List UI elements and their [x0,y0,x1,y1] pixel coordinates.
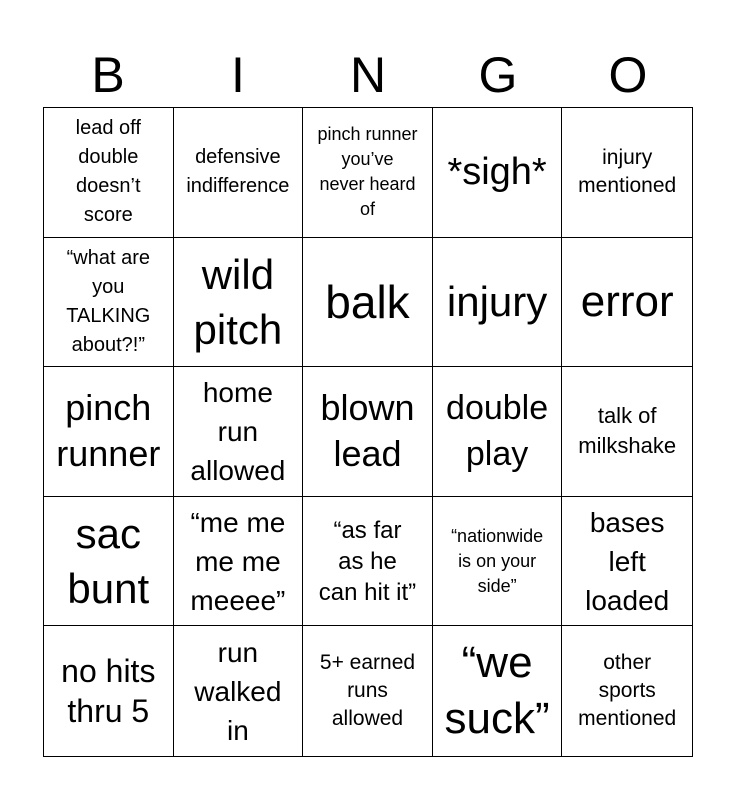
bingo-cell[interactable]: 5+ earned runs allowed [303,626,433,756]
header-letter-i: I [231,47,245,103]
bingo-cell[interactable]: run walked in [174,626,304,756]
bingo-cell[interactable]: balk [303,238,433,368]
bingo-cell[interactable]: error [562,238,692,368]
header-letter-g: G [478,47,518,103]
bingo-cell[interactable]: wild pitch [174,238,304,368]
bingo-cell[interactable]: blown lead [303,367,433,497]
bingo-cell[interactable]: talk of milkshake [562,367,692,497]
bingo-cell[interactable]: injury [433,238,563,368]
header-letter-o: O [608,47,648,103]
bingo-cell[interactable]: lead off double doesn’t score [44,108,174,238]
bingo-cell[interactable]: *sigh* [433,108,563,238]
header-letter-n: N [349,47,387,103]
bingo-cell[interactable]: other sports mentioned [578,651,677,731]
header-letter-b: B [91,47,125,103]
bingo-header [43,44,693,106]
bingo-cell[interactable]: “we suck” [433,626,563,756]
bingo-cell[interactable]: no hits thru 5 [44,626,174,756]
bingo-cell[interactable]: home run allowed [174,367,304,497]
bingo-cell[interactable]: pinch runner [44,367,174,497]
bingo-cell[interactable]: bases left loaded [562,497,692,627]
bingo-cell[interactable]: double play [433,367,563,497]
bingo-cell[interactable]: “nationwide is on your side” [433,497,563,627]
bingo-cell[interactable]: injury mentioned [562,108,692,238]
bingo-cell[interactable]: defensive indifference [174,108,304,238]
bingo-card [43,107,693,757]
bingo-cell[interactable]: “me me me me meeee” [174,497,304,627]
bingo-cell[interactable]: “what are you TALKING about?!” [44,238,174,368]
bingo-cell[interactable]: sac bunt [44,497,174,627]
bingo-cell[interactable]: “as far as he can hit it” [303,497,433,627]
bingo-cell[interactable]: pinch runner you’ve never heard of [303,108,433,238]
